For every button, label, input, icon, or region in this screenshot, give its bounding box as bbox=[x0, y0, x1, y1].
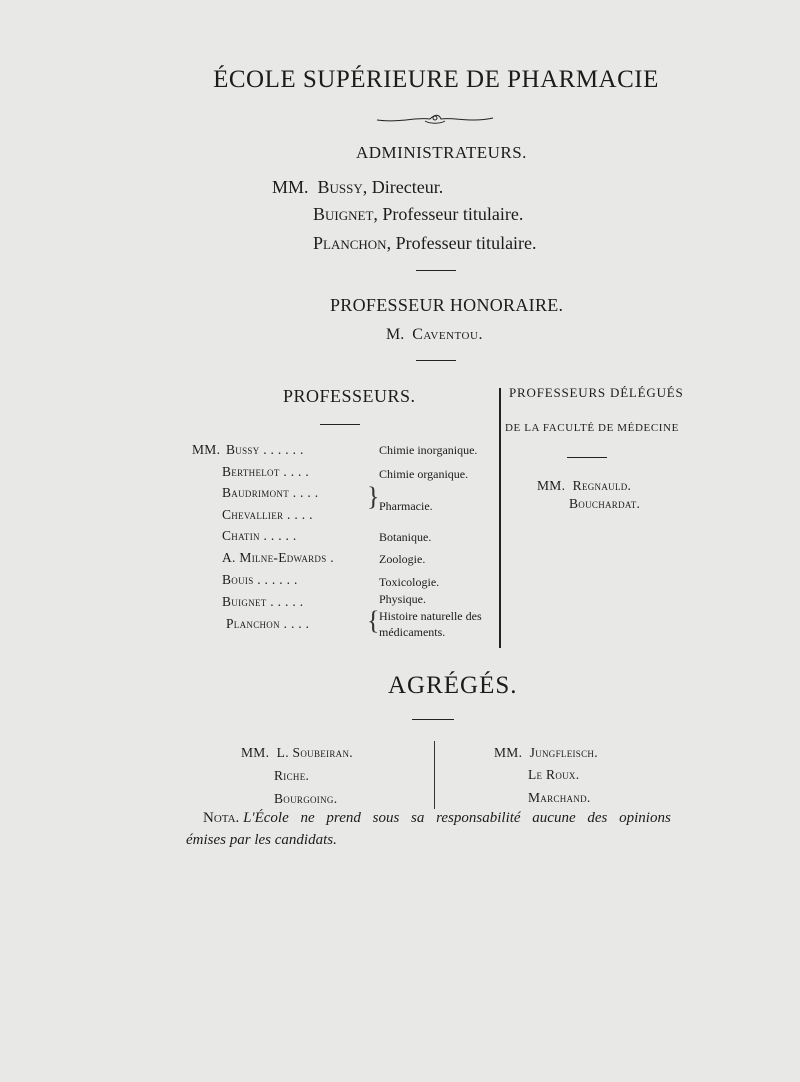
prof-row bbox=[222, 572, 298, 588]
delegue-name-1: Regnauld. bbox=[572, 478, 632, 493]
prof-row bbox=[226, 442, 304, 458]
prof-dots: . bbox=[330, 550, 334, 565]
honoraire-line bbox=[386, 326, 483, 344]
agrege-name: Riche. bbox=[274, 768, 310, 783]
prof-dots: . . . . . bbox=[263, 528, 297, 543]
delegue-name-2: Bouchardat. bbox=[569, 496, 641, 511]
prof-row bbox=[222, 550, 334, 566]
prof-subject: Chimie organique. bbox=[379, 467, 469, 481]
admin-role-2: , Professeur titulaire. bbox=[373, 204, 524, 224]
prof-row bbox=[222, 464, 309, 480]
prof-name: Berthelot bbox=[222, 464, 280, 479]
admin-role-1: , Directeur. bbox=[362, 177, 444, 197]
agrege-right-1 bbox=[494, 745, 598, 761]
column-divider bbox=[499, 388, 501, 648]
nota-label: Nota. bbox=[203, 810, 240, 826]
prof-subject-histoire-1: Histoire naturelle des bbox=[379, 609, 482, 623]
prof-row bbox=[222, 507, 313, 523]
nota-text-1: L'École ne prend sous sa responsabilité aucune des opinions bbox=[243, 810, 671, 826]
honoraire-name: Caventou. bbox=[412, 326, 483, 343]
prof-dots: . . . . bbox=[287, 507, 313, 522]
admin-prefix: MM. bbox=[272, 177, 309, 197]
prof-name: Chatin bbox=[222, 528, 260, 543]
prof-name: Baudrimont bbox=[222, 485, 290, 500]
prof-name: Planchon bbox=[226, 616, 280, 631]
prof-subject: Chimie inorganique. bbox=[379, 443, 478, 457]
agrege-right-prefix: MM. bbox=[494, 745, 523, 760]
prof-prefix: MM. bbox=[192, 442, 221, 457]
agrege-left-prefix: MM. bbox=[241, 745, 270, 760]
delegue-line-1 bbox=[537, 478, 631, 494]
brace-histoire: { bbox=[367, 606, 380, 635]
prof-dots: . . . . . . bbox=[257, 572, 298, 587]
honoraire-prefix: M. bbox=[386, 326, 405, 343]
separator-2 bbox=[416, 360, 456, 361]
prof-row bbox=[226, 616, 309, 632]
admin-line-3 bbox=[313, 233, 537, 254]
agrege-name: Jungfleisch. bbox=[529, 745, 598, 760]
delegues-heading-1: PROFESSEURS DÉLÉGUÉS bbox=[509, 385, 684, 400]
prof-subject: Toxicologie. bbox=[379, 575, 440, 589]
separator-agreges bbox=[412, 719, 454, 720]
prof-row bbox=[222, 594, 303, 610]
admin-line-2 bbox=[313, 204, 523, 225]
honoraire-heading: PROFESSEUR HONORAIRE. bbox=[330, 295, 564, 315]
agreges-heading: AGRÉGÉS. bbox=[388, 672, 518, 699]
nota-line-1 bbox=[203, 810, 671, 827]
admin-role-3: , Professeur titulaire. bbox=[386, 233, 537, 253]
admin-name-2: Buignet bbox=[313, 204, 374, 224]
administrateurs-heading: ADMINISTRATEURS. bbox=[356, 143, 527, 162]
agrege-name: Le Roux. bbox=[528, 767, 580, 782]
agrege-left-1 bbox=[241, 745, 353, 761]
nota-text-2: émises par les candidats. bbox=[186, 832, 337, 848]
prof-dots: . . . . . . bbox=[263, 442, 304, 457]
prof-name: A. Milne-Edwards bbox=[222, 550, 327, 565]
prof-subject: Zoologie. bbox=[379, 552, 426, 566]
agrege-name: Marchand. bbox=[528, 790, 591, 805]
separator-professeurs bbox=[320, 424, 360, 425]
prof-name: Buignet bbox=[222, 594, 267, 609]
prof-name: Bussy bbox=[226, 442, 260, 457]
separator-1 bbox=[416, 270, 456, 271]
admin-name-3: Planchon bbox=[313, 233, 387, 253]
prof-dots: . . . . bbox=[283, 464, 310, 479]
brace-pharmacie: } bbox=[367, 482, 380, 511]
prof-row bbox=[222, 528, 297, 544]
prof-subject-pharmacie: Pharmacie. bbox=[379, 499, 433, 513]
prof-subject-histoire-2: médicaments. bbox=[379, 625, 446, 639]
prof-subject: Botanique. bbox=[379, 530, 432, 544]
agrege-name: L. Soubeiran. bbox=[276, 745, 353, 760]
prof-dots: . . . . bbox=[292, 485, 319, 500]
professeurs-heading: PROFESSEURS. bbox=[283, 386, 416, 406]
prof-subject: Physique. bbox=[379, 592, 427, 606]
prof-name: Bouis bbox=[222, 572, 254, 587]
delegue-prefix: MM. bbox=[537, 478, 566, 493]
delegues-heading-2: DE LA FACULTÉ DE MÉDECINE bbox=[505, 422, 679, 434]
agreges-divider bbox=[434, 741, 435, 809]
admin-line-1 bbox=[272, 177, 443, 198]
page-title: ÉCOLE SUPÉRIEURE DE PHARMACIE bbox=[213, 66, 659, 93]
separator-delegues bbox=[567, 457, 607, 458]
ornament-divider bbox=[375, 112, 495, 126]
admin-name-1: Bussy bbox=[317, 177, 363, 197]
prof-row bbox=[222, 485, 318, 501]
agrege-name: Bourgoing. bbox=[274, 791, 338, 806]
prof-dots: . . . . bbox=[283, 616, 310, 631]
prof-name: Chevallier bbox=[222, 507, 284, 522]
prof-dots: . . . . . bbox=[270, 594, 304, 609]
